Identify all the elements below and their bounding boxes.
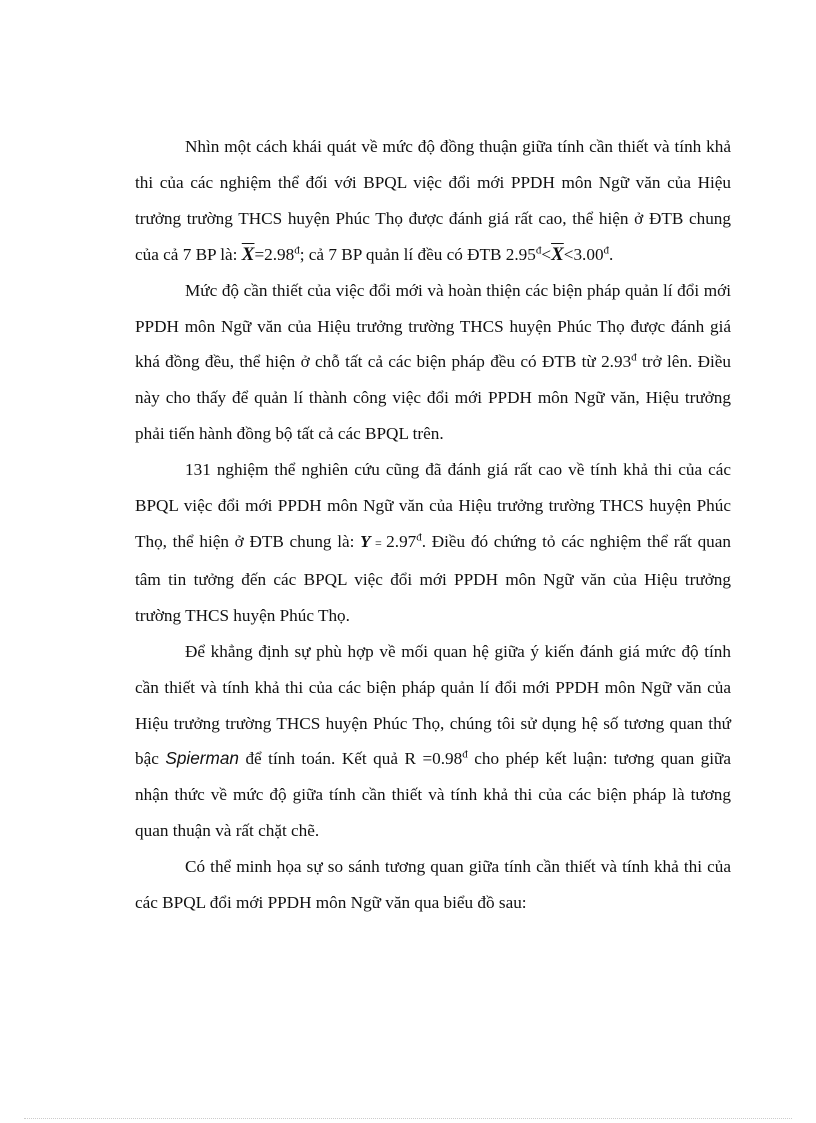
paragraph-5 — [135, 849, 731, 921]
p1-text-f: . — [609, 244, 614, 264]
p3-equals: = — [370, 535, 387, 550]
mean-x-symbol: $\overline{X}$ — [241, 243, 255, 265]
p1-text-e: <3.00 — [563, 244, 604, 264]
p1-text-b: =2.98 — [254, 244, 295, 264]
p3-text-b: 2.97 — [386, 531, 417, 551]
p4-text-b: để tính toán. Kết quả R =0.98 — [238, 749, 463, 769]
p3-text-c: . Điều đó chứng tỏ các nghiệm thể rất quan tâm tin tưởng đến các BPQL việc đổi mới PPDH môn Ngữ văn của Hiệu trưởng trường THCS huyện Phúc Thọ. — [135, 531, 731, 625]
footer-divider — [24, 1118, 792, 1119]
p1-unit-3: đ — [603, 243, 610, 256]
p1-text-c: ; cả 7 BP quản lí đều có ĐTB 2.95 — [299, 244, 536, 264]
p1-text-a: Nhìn một cách khái quát về mức độ đồng thuận giữa tính cần thiết và tính khả thi của các nghiệm thể đối với BPQL việc đổi mới PPDH môn Ngữ văn của Hiệu trưởng trường THCS huyện Phúc Thọ được đánh giá rất cao, thể hiện ở ĐTB chung của cả 7 BP là: — [135, 137, 731, 264]
paragraph-2 — [135, 273, 731, 453]
p4-unit-1: đ — [462, 748, 468, 761]
paragraph-1 — [135, 129, 731, 273]
p2-unit-1: đ — [631, 351, 637, 364]
p2-text-b: trở lên. Điều này cho thấy để quản lí thành công việc đổi mới PPDH môn Ngữ văn, Hiệu trưởng phải tiến hành đồng bộ tất cả các BPQL trên. — [135, 352, 731, 444]
mean-x-symbol-2: $\overline{X}$ — [551, 243, 564, 265]
spearman-term: Spierman — [165, 748, 239, 769]
p3-text-a: 131 nghiệm thể nghiên cứu cũng đã đánh giá rất cao về tính khả thi của các BPQL việc đổi mới PPDH môn Ngữ văn của Hiệu trưởng trường THCS huyện Phúc Thọ, thể hiện ở ĐTB chung là: — [135, 460, 731, 551]
p2-text-a: Mức độ cần thiết của việc đổi mới và hoàn thiện các biện pháp quản lí đổi mới PPDH môn Ngữ văn của Hiệu trưởng trường THCS huyện Phúc Thọ được đánh giá khá đồng đều, thể hiện ở chỗ tất cả các biện pháp đều có ĐTB từ 2.93 — [135, 280, 731, 372]
p1-lt: < — [541, 244, 552, 264]
p4-text-a: Để khẳng định sự phù hợp về mối quan hệ giữa ý kiến đánh giá mức độ tính cần thiết và tính khả thi của các biện pháp quản lí đổi mới PPDH môn Ngữ văn của Hiệu trưởng trường THCS huyện Phúc Thọ, chúng tôi sử dụng hệ số tương quan thứ bậc — [135, 641, 731, 769]
paragraph-4 — [135, 634, 731, 849]
p1-unit-1: đ — [294, 243, 300, 256]
mean-y-symbol: Y — [360, 531, 371, 551]
p3-unit-1: đ — [416, 531, 422, 544]
p1-unit-2: đ — [535, 243, 542, 256]
document-body — [135, 129, 731, 921]
p5-text-a: Có thể minh họa sự so sánh tương quan giữa tính cần thiết và tính khả thi của các BPQL đổi mới PPDH môn Ngữ văn qua biểu đồ sau: — [135, 857, 731, 913]
p4-text-c: cho phép kết luận: tương quan giữa nhận thức về mức độ giữa tính cần thiết và tính khả thi của các biện pháp là tương quan thuận và rất chặt chẽ. — [135, 749, 731, 841]
paragraph-3 — [135, 452, 731, 634]
